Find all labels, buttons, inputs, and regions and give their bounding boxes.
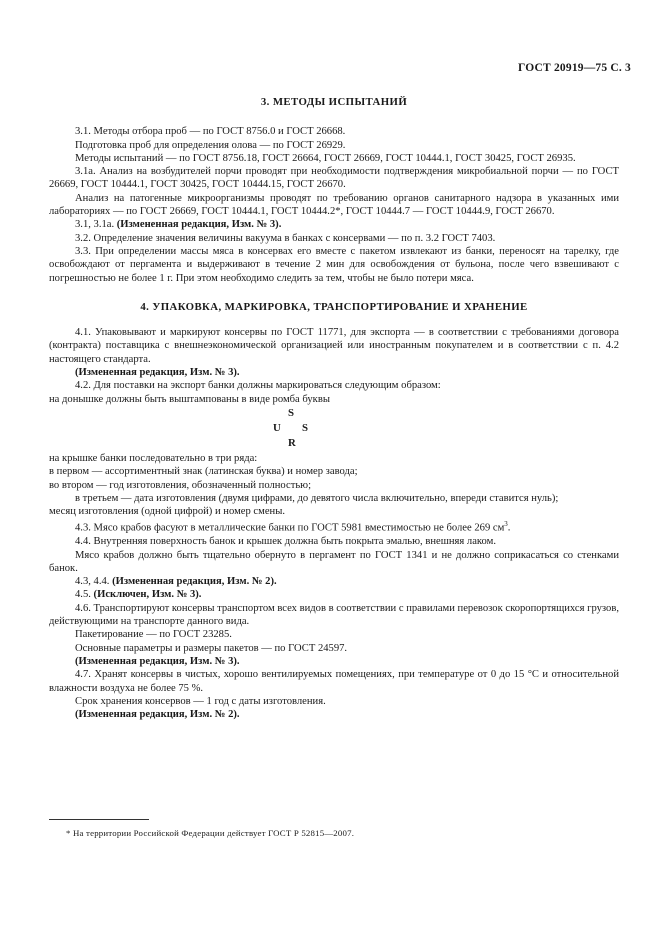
paragraph — [49, 588, 619, 601]
rhombus-letter-bottom: R — [288, 436, 296, 449]
paragraph: 3.3. При определении массы мяса в консервах его вместе с пакетом извлекают из банки, переносят на тарелку, где освобождают от пергамента и выдерживают в течение 2 мин для освобождения от бульона, после чего взвешивают с погрешностью не более 1 г. При этом необходимо следить за тем, чтобы не было потери мяса. — [49, 245, 619, 284]
rhombus-letter-top: S — [288, 406, 295, 419]
paragraph: 4.4. Внутренняя поверхность банок и крышек должна быть покрыта эмалью, внешняя лаком. — [75, 536, 496, 548]
paragraph: месяц изготовления (одной цифрой) и номер смены. — [49, 506, 285, 518]
paragraph — [49, 518, 619, 535]
section-3-title: 3. МЕТОДЫ ИСПЫТАНИЙ — [260, 96, 408, 108]
paragraph: 4.6. Транспортируют консервы транспортом всех видов в соответствии с правилами перевозок скоропортящихся грузов, действующими на транспорте данного вида. — [49, 602, 619, 628]
paragraph: на донышке должны быть выштампованы в виде ромба буквы — [49, 393, 330, 405]
paragraph: Подготовка проб для определения олова — по ГОСТ 26929. — [75, 139, 346, 151]
paragraph — [49, 218, 619, 231]
paragraph: Пакетирование — по ГОСТ 23285. — [75, 629, 232, 641]
paragraph: Срок хранения консервов — 1 год с даты изготовления. — [75, 695, 326, 707]
revision-note-text: (Измененная редакция, Изм. № 2). — [75, 709, 240, 721]
section-4-title: 4. УПАКОВКА, МАРКИРОВКА, ТРАНСПОРТИРОВАНИЕ И ХРАНЕНИЕ — [140, 300, 528, 313]
footnote: * На территории Российской Федерации действует ГОСТ Р 52815—2007. — [66, 828, 355, 838]
revision-note — [49, 708, 619, 721]
revision-note: (Измененная редакция, Изм. № 3). — [116, 219, 282, 231]
paragraph-text: 4.3. Мясо крабов фасуют в металлические банки по ГОСТ 5981 вместимостью не более 269 см — [75, 522, 505, 534]
paragraph: в первом — ассортиментный знак (латинская буква) и номер завода; — [49, 466, 358, 478]
superscript: 3 — [504, 520, 508, 529]
paragraph: 3.1. Методы отбора проб — по ГОСТ 8756.0 и ГОСТ 26668. — [75, 126, 346, 138]
paragraph — [49, 575, 619, 588]
paragraph: на крышке банки последовательно в три ряда: — [49, 452, 258, 464]
paragraph: 4.2. Для поставки на экспорт банки должны маркироваться следующим образом: — [75, 380, 441, 392]
page-content — [49, 90, 619, 721]
paragraph: 4.1. Упаковывают и маркируют консервы по ГОСТ 11771, для экспорта — в соответствии с требованиями договора (контракта) поставщика с внешнеэкономической организацией или иностранным покупателем и в соответствии с п. 4.2 настоящего стандарта. — [49, 327, 619, 365]
revision-note-text: (Измененная редакция, Изм. № 3). — [75, 655, 240, 667]
paragraph: 3.2. Определение значения величины вакуума в банках с консервами — по п. 3.2 ГОСТ 7403. — [75, 232, 496, 244]
paragraph: 3.1а. Анализ на возбудителей порчи проводят при необходимости подтверждения микробиальной порчи — по ГОСТ 26669, ГОСТ 10444.1, ГОСТ 30425, ГОСТ 10444.15, ГОСТ 26670. — [49, 166, 619, 191]
paragraph: Мясо крабов должно быть тщательно обернуто в пергамент по ГОСТ 1341 и не должно соприкасаться со стенками банок. — [49, 549, 619, 574]
rhombus-letter-right: S — [302, 421, 309, 434]
footnote-divider — [49, 819, 149, 820]
paragraph: Методы испытаний — по ГОСТ 8756.18, ГОСТ 26664, ГОСТ 26669, ГОСТ 10444.1, ГОСТ 30425, ГОСТ 26935. — [75, 152, 576, 164]
paragraph: во втором — год изготовления, обозначенный полностью; — [49, 479, 312, 491]
page-header: ГОСТ 20919—75 С. 3 — [518, 62, 631, 74]
revision-note: (Измененная редакция, Изм. № 2). — [112, 576, 277, 588]
revision-note: (Исключен, Изм. № 3). — [93, 589, 202, 601]
revision-note — [49, 366, 619, 379]
clause-ref: 4.5. — [75, 589, 94, 601]
rhombus-letter-left: U — [273, 421, 281, 434]
clause-ref: 3.1, 3.1а. — [75, 219, 117, 231]
rhombus-letters — [49, 407, 619, 451]
revision-note-text: (Измененная редакция, Изм. № 3). — [75, 367, 240, 379]
clause-ref: 4.3, 4.4. — [75, 576, 113, 588]
paragraph-end: . — [507, 522, 511, 534]
paragraph: Основные параметры и размеры пакетов — по ГОСТ 24597. — [75, 642, 348, 654]
paragraph: 4.7. Хранят консервы в чистых, хорошо вентилируемых помещениях, при температуре от 0 до 15 °С и относительной влажности воздуха не более 75 %. — [49, 669, 619, 694]
paragraph: Анализ на патогенные микроорганизмы проводят по требованию органов санитарного надзора в указанных ими лабораториях — по ГОСТ 26669, ГОСТ 10444.1, ГОСТ 10444.2*, ГОСТ 10444.7 — ГОСТ 10444.9, ГОСТ 26670. — [49, 192, 619, 218]
revision-note — [49, 655, 619, 668]
paragraph: в третьем — дата изготовления (двумя цифрами, до девятого числа включительно, впереди ставится нуль); — [75, 492, 559, 504]
